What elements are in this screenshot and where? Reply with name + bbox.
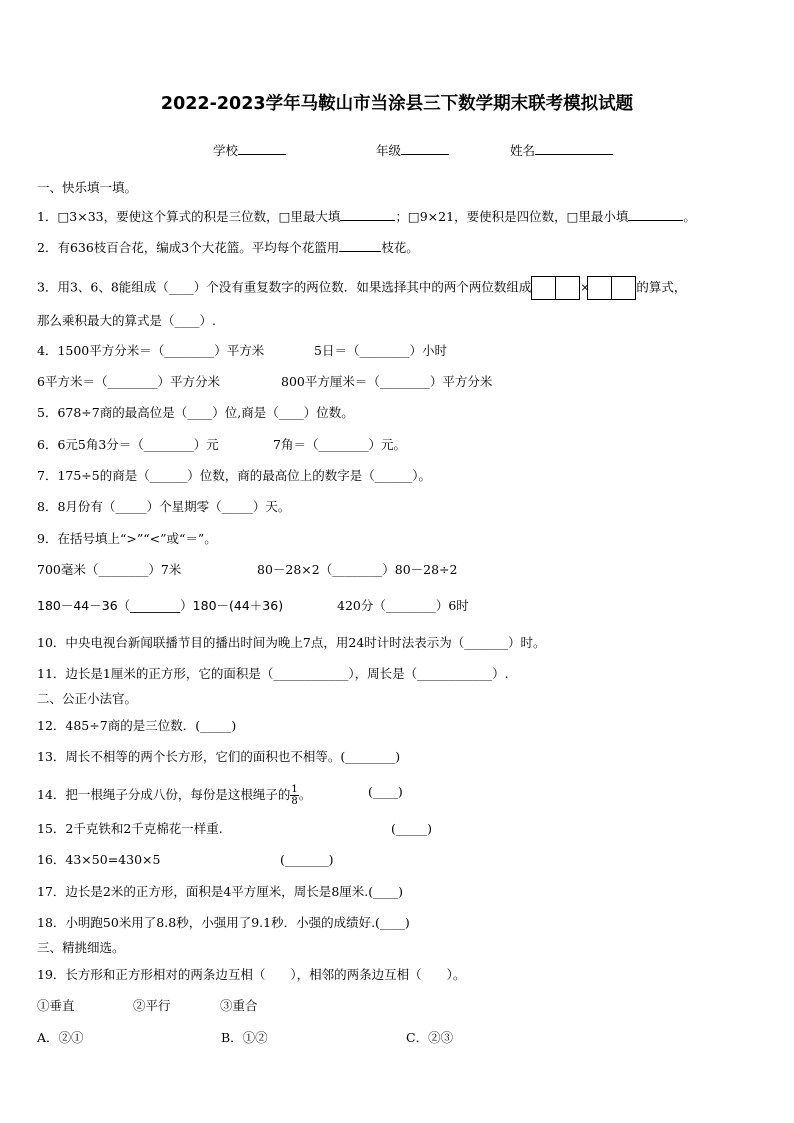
choice-a[interactable]: A．②① bbox=[37, 1030, 84, 1045]
answer-blank[interactable] bbox=[339, 239, 381, 252]
answer-blank[interactable] bbox=[628, 208, 683, 221]
digit-box[interactable] bbox=[556, 276, 580, 300]
question-15-answer[interactable]: (_____) bbox=[391, 821, 433, 836]
question-9-row2: 180－44－36（________）180－(44＋36) bbox=[37, 598, 284, 613]
school-label: 学校 bbox=[213, 143, 239, 158]
choice-c[interactable]: C．②③ bbox=[406, 1030, 454, 1045]
question-16-answer[interactable]: (_______) bbox=[280, 852, 334, 867]
question-5: 5．678÷7商的最高位是（____）位,商是（____）位数。 bbox=[37, 405, 354, 420]
question-16: 16．43×50=430×5 bbox=[37, 852, 161, 867]
question-8: 8．8月份有（_____）个星期零（_____）天。 bbox=[37, 499, 291, 514]
question-1: 1．□3×33，要使这个算式的积是三位数，□里最大填 ；□9×21，要使积是四位数，□里最小填 。 bbox=[37, 209, 696, 224]
question-12: 12．485÷7商的是三位数．(_____) bbox=[37, 718, 237, 733]
question-17: 17．边长是2米的正方形，面积是4平方厘米，周长是8厘米.(____) bbox=[37, 884, 403, 899]
question-9: 9．在括号填上“>”“<”或“＝”。 bbox=[37, 531, 217, 546]
option-3: ③重合 bbox=[220, 998, 258, 1013]
question-9-row1-part: 80－28×2（________）80－28÷2 bbox=[257, 562, 458, 577]
question-3: 3．用3、6、8能组成（____）个没有重复数字的两位数．如果选择其中的两个两位数组成 × 的算式， bbox=[37, 276, 686, 300]
question-4-part: 5日＝（________）小时 bbox=[314, 343, 447, 358]
fraction-one-eighth: $\frac{1}{8}$ bbox=[291, 784, 298, 807]
grade-field[interactable] bbox=[376, 141, 449, 159]
question-10: 10．中央电视台新闻联播节目的播出时间为晚上7点，用24时计时法表示为（_______）时。 bbox=[37, 635, 546, 650]
school-field[interactable] bbox=[213, 141, 286, 159]
page-title: 2022-2023学年马鞍山市当涂县三下数学期末联考模拟试题 bbox=[160, 94, 634, 114]
grade-label: 年级 bbox=[376, 143, 402, 158]
question-9-row1: 700毫米（________）7米 bbox=[37, 562, 182, 577]
name-label: 姓名 bbox=[510, 143, 536, 158]
answer-blank[interactable] bbox=[340, 208, 395, 221]
question-15: 15．2千克铁和2千克棉花一样重. bbox=[37, 821, 223, 836]
section-heading-3: 三、精挑细选。 bbox=[37, 940, 125, 955]
question-11: 11．边长是1厘米的正方形，它的面积是（____________），周长是（____________）. bbox=[37, 666, 509, 681]
question-4-row2-part: 800平方厘米＝（________）平方分米 bbox=[281, 374, 493, 389]
option-1: ①垂直 bbox=[37, 998, 75, 1013]
question-6-part: 7角＝（________）元。 bbox=[273, 437, 406, 452]
name-field[interactable] bbox=[510, 141, 613, 159]
option-2: ②平行 bbox=[133, 998, 171, 1013]
question-9-row2-part: 420分（________）6时 bbox=[337, 598, 469, 613]
digit-box[interactable] bbox=[531, 276, 556, 300]
question-19: 19．长方形和正方形相对的两条边互相（ ），相邻的两条边互相（ ）。 bbox=[37, 967, 466, 982]
digit-box[interactable] bbox=[612, 276, 636, 300]
section-heading-2: 二、公正小法官。 bbox=[37, 691, 138, 706]
question-13: 13．周长不相等的两个长方形，它们的面积也不相等。(________) bbox=[37, 749, 401, 764]
question-6: 6．6元5角3分＝（________）元 bbox=[37, 437, 219, 452]
section-heading-1: 一、快乐填一填。 bbox=[37, 180, 138, 195]
question-14: 14．把一根绳子分成八份，每份是这根绳子的 $\frac{1}{8}$ 。 bbox=[37, 784, 312, 807]
question-4-row2: 6平方米＝（________）平方分米 bbox=[37, 374, 220, 389]
question-4: 4．1500平方分米＝（________）平方米 bbox=[37, 343, 265, 358]
question-2: 2．有636枝百合花，编成3个大花篮。平均每个花篮用 枝花。 bbox=[37, 240, 419, 255]
digit-box[interactable] bbox=[587, 276, 612, 300]
question-7: 7．175÷5的商是（______）位数，商的最高位上的数字是（______）。 bbox=[37, 468, 431, 483]
question-3-cont: 那么乘积最大的算式是（____）. bbox=[37, 313, 216, 328]
choice-b[interactable]: B．①② bbox=[221, 1030, 268, 1045]
question-14-answer[interactable]: (____) bbox=[368, 784, 403, 799]
question-18: 18．小明跑50米用了8.8秒，小强用了9.1秒．小强的成绩好.(____) bbox=[37, 915, 410, 930]
